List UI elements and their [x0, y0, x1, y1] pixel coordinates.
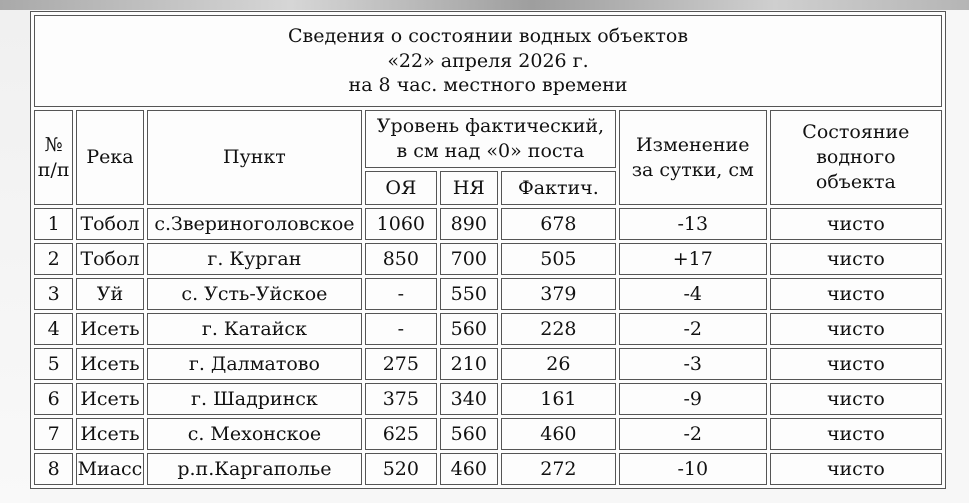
- cell-number: 5: [34, 348, 73, 380]
- cell-nya: 700: [440, 243, 498, 275]
- cell-oya: 375: [365, 383, 436, 415]
- cell-fact: 161: [501, 383, 616, 415]
- top-edge-bar: [0, 0, 969, 10]
- table-row: [34, 383, 942, 415]
- cell-fact: 228: [501, 313, 616, 345]
- cell-change: -3: [619, 348, 767, 380]
- header-state: [770, 110, 942, 205]
- header-change-line-2: за сутки, см: [631, 158, 754, 181]
- table-row: [34, 243, 942, 275]
- cell-state: чисто: [770, 383, 942, 415]
- cell-point: с. Усть-Уйское: [147, 278, 362, 310]
- left-margin: [0, 10, 30, 503]
- header-state-line-1: Состояние: [802, 121, 910, 144]
- cell-number: 4: [34, 313, 73, 345]
- header-number: [34, 110, 73, 205]
- header-change: [619, 110, 767, 205]
- cell-number: 1: [34, 208, 73, 240]
- table-row: [34, 278, 942, 310]
- header-number-line-1: №: [44, 133, 63, 156]
- cell-change: -4: [619, 278, 767, 310]
- cell-number: 7: [34, 418, 73, 450]
- cell-nya: 210: [440, 348, 498, 380]
- cell-river: Исеть: [76, 313, 143, 345]
- cell-state: чисто: [770, 418, 942, 450]
- table-row: [34, 208, 942, 240]
- header-river: Река: [76, 110, 143, 205]
- cell-state: чисто: [770, 453, 942, 485]
- cell-number: 8: [34, 453, 73, 485]
- cell-oya: 275: [365, 348, 436, 380]
- cell-point: г. Далматово: [147, 348, 362, 380]
- table-row: [34, 453, 942, 485]
- cell-change: -13: [619, 208, 767, 240]
- table-row: [34, 348, 942, 380]
- cell-river: Уй: [76, 278, 143, 310]
- cell-nya: 890: [440, 208, 498, 240]
- cell-fact: 272: [501, 453, 616, 485]
- cell-number: 6: [34, 383, 73, 415]
- header-level-line-1: Уровень фактический,: [376, 115, 605, 138]
- cell-state: чисто: [770, 208, 942, 240]
- cell-change: +17: [619, 243, 767, 275]
- cell-number: 2: [34, 243, 73, 275]
- header-point: Пункт: [147, 110, 362, 205]
- cell-river: Исеть: [76, 383, 143, 415]
- cell-oya: -: [365, 313, 436, 345]
- cell-oya: 1060: [365, 208, 436, 240]
- cell-point: г. Катайск: [147, 313, 362, 345]
- cell-fact: 678: [501, 208, 616, 240]
- cell-river: Тобол: [76, 208, 143, 240]
- cell-point: г. Курган: [147, 243, 362, 275]
- cell-nya: 560: [440, 313, 498, 345]
- water-bodies-table: [30, 11, 946, 489]
- table-row: [34, 313, 942, 345]
- cell-nya: 460: [440, 453, 498, 485]
- cell-nya: 560: [440, 418, 498, 450]
- cell-state: чисто: [770, 348, 942, 380]
- table-row: [34, 418, 942, 450]
- title-line-1: Сведения о состоянии водных объектов: [287, 24, 689, 47]
- header-oya: ОЯ: [365, 171, 436, 205]
- cell-river: Тобол: [76, 243, 143, 275]
- header-nya: НЯ: [440, 171, 498, 205]
- cell-oya: -: [365, 278, 436, 310]
- cell-fact: 505: [501, 243, 616, 275]
- header-state-line-2: водного: [816, 146, 896, 169]
- cell-fact: 379: [501, 278, 616, 310]
- cell-river: Исеть: [76, 348, 143, 380]
- cell-oya: 625: [365, 418, 436, 450]
- header-fact: Фактич.: [501, 171, 616, 205]
- cell-point: с.Звериноголовское: [147, 208, 362, 240]
- cell-change: -2: [619, 313, 767, 345]
- title-date: «22» апреля 2026 г.: [387, 49, 589, 72]
- header-state-line-3: объекта: [815, 170, 896, 193]
- header-level-line-2: в см над «0» поста: [396, 140, 585, 162]
- cell-oya: 850: [365, 243, 436, 275]
- cell-state: чисто: [770, 278, 942, 310]
- title-time: на 8 час. местного времени: [348, 74, 628, 97]
- cell-state: чисто: [770, 243, 942, 275]
- cell-change: -10: [619, 453, 767, 485]
- cell-fact: 460: [501, 418, 616, 450]
- cell-point: г. Шадринск: [147, 383, 362, 415]
- cell-river: Исеть: [76, 418, 143, 450]
- cell-point: р.п.Каргаполье: [147, 453, 362, 485]
- cell-nya: 550: [440, 278, 498, 310]
- cell-fact: 26: [501, 348, 616, 380]
- cell-state: чисто: [770, 313, 942, 345]
- cell-number: 3: [34, 278, 73, 310]
- table-title: [34, 15, 942, 107]
- header-level: [365, 110, 616, 168]
- cell-point: с. Мехонское: [147, 418, 362, 450]
- cell-river: Миасс: [76, 453, 143, 485]
- header-change-line-1: Изменение: [636, 133, 750, 156]
- cell-change: -2: [619, 418, 767, 450]
- cell-oya: 520: [365, 453, 436, 485]
- header-number-line-2: п/п: [37, 158, 70, 181]
- cell-nya: 340: [440, 383, 498, 415]
- cell-change: -9: [619, 383, 767, 415]
